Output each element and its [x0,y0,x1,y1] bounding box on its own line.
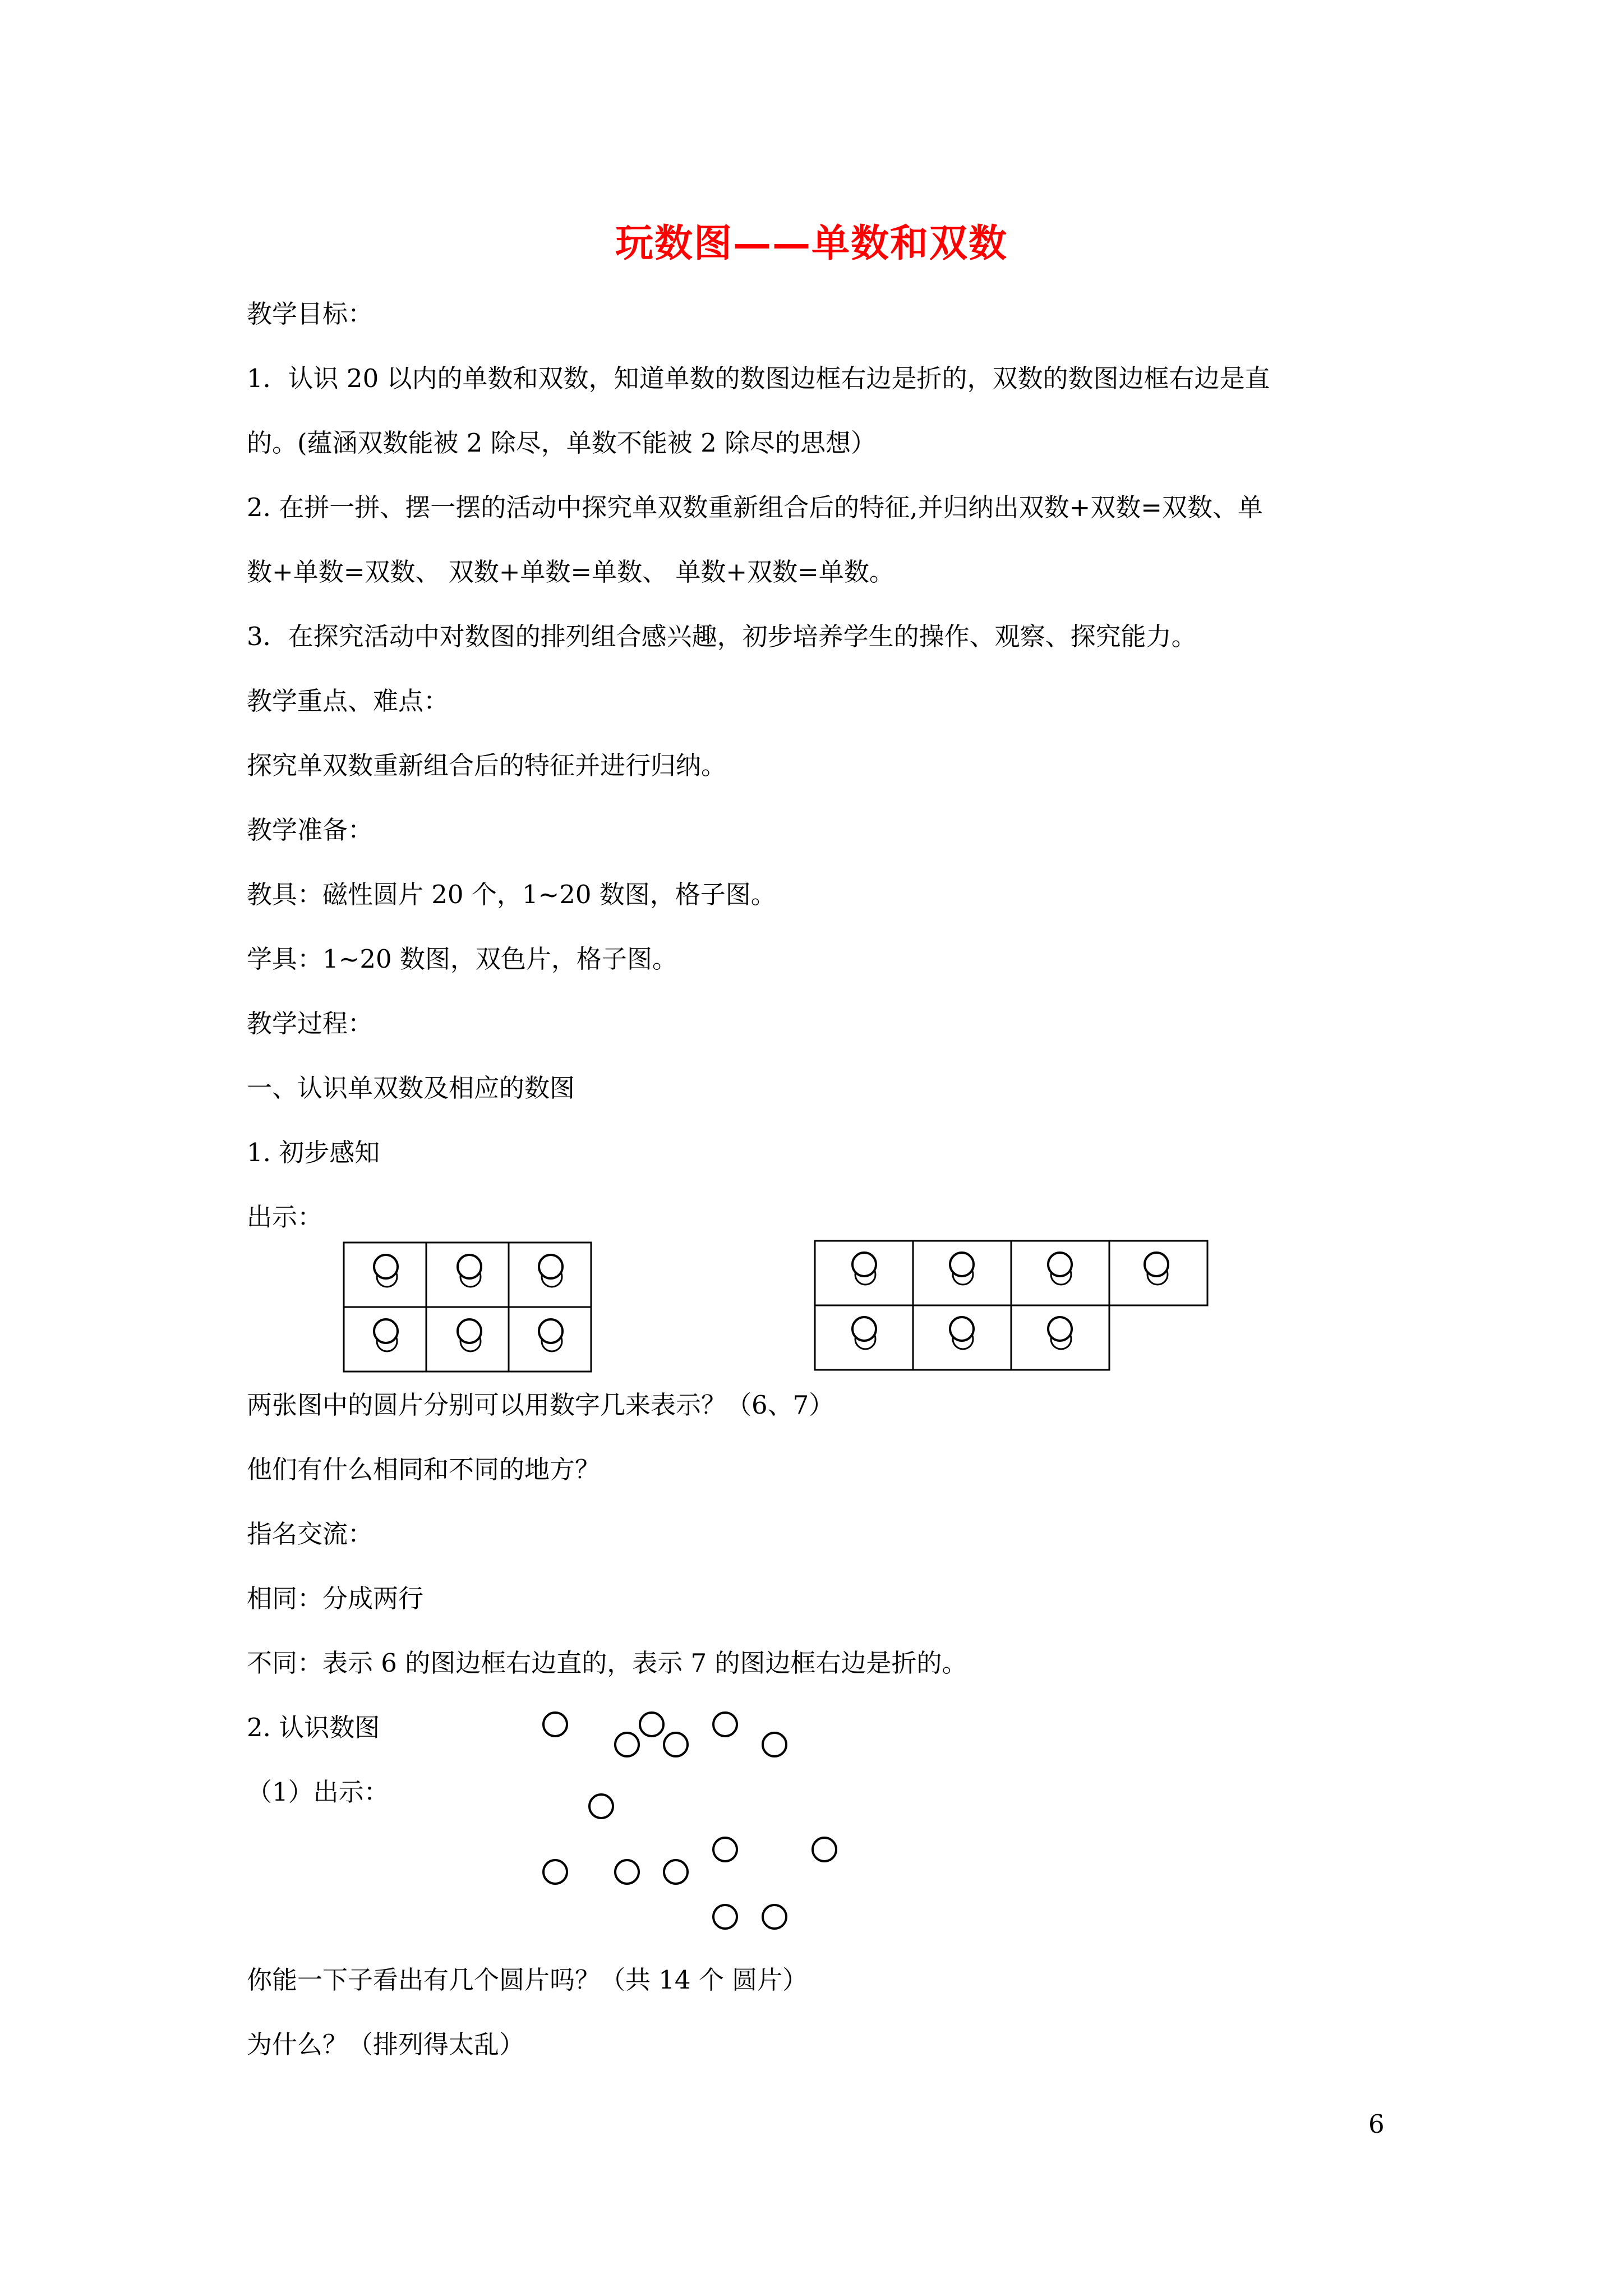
magnet-disc [950,1253,974,1285]
scattered-disc [664,1733,688,1756]
text-line: 学具：1~20 数图，双色片，格子图。 [247,944,677,974]
magnet-disc [950,1317,974,1349]
text-line: 为什么？（排列得太乱） [247,2030,525,2059]
scattered-disc [615,1860,639,1884]
text-line: 1．认识 20 以内的单数和双数，知道单数的数图边框右边是折的，双数的数图边框右边是直 [247,364,1270,393]
text-line: 教学目标： [247,299,374,329]
number-figure-six [344,1243,591,1372]
scattered-disc [615,1733,639,1756]
text-line: 教学重点、难点： [247,686,449,716]
scattered-discs [543,1713,836,1929]
scattered-disc [713,1713,737,1736]
page-title: 玩数图——单数和双数 [615,221,1008,266]
magnet-disc [852,1317,876,1349]
scattered-disc [763,1733,786,1756]
magnet-disc [458,1319,481,1351]
text-line: 你能一下子看出有几个圆片吗？（共 14 个 圆片） [247,1965,808,1995]
text-line: 他们有什么相同和不同的地方？ [247,1455,601,1484]
scattered-disc [813,1838,836,1861]
scattered-disc [543,1860,567,1884]
magnet-disc [374,1319,398,1351]
scattered-disc [543,1713,567,1736]
text-line: 教学过程： [247,1009,374,1038]
scattered-disc [713,1838,737,1861]
scattered-disc [664,1860,688,1884]
text-line: 出示： [247,1202,323,1232]
scattered-disc [763,1905,786,1929]
text-line: 2. 在拼一拼、摆一摆的活动中探究单双数重新组合后的特征,并归纳出双数+双数=双数、单 [247,493,1263,522]
page-number: 6 [1368,2109,1385,2139]
magnet-disc [852,1253,876,1285]
number-figure-seven [815,1241,1207,1370]
text-line: 两张图中的圆片分别可以用数字几来表示？（6、7） [247,1390,834,1420]
magnet-disc [539,1319,562,1351]
text-line: （1）出示： [247,1777,389,1807]
magnet-disc [1048,1317,1072,1349]
magnet-disc [1145,1253,1168,1285]
text-line: 探究单双数重新组合后的特征并进行归纳。 [247,751,727,780]
text-line: 教学准备： [247,815,374,845]
scattered-disc [589,1795,613,1818]
text-line: 1. 初步感知 [247,1138,380,1167]
text-line: 不同：表示 6 的图边框右边直的，表示 7 的图边框右边是折的。 [247,1648,967,1678]
text-line: 相同：分成两行 [247,1584,424,1613]
text-line: 3．在探究活动中对数图的排列组合感兴趣，初步培养学生的操作、观察、探究能力。 [247,622,1197,651]
magnet-disc [1048,1253,1072,1285]
scattered-disc [640,1713,663,1736]
magnet-disc [458,1255,481,1287]
text-line: 2. 认识数图 [247,1713,380,1742]
magnet-disc [539,1255,562,1287]
magnet-disc [374,1255,398,1287]
text-line: 教具：磁性圆片 20 个，1~20 数图，格子图。 [247,880,776,909]
scattered-disc [713,1905,737,1929]
text-line: 指名交流： [247,1519,374,1549]
text-line: 一、认识单双数及相应的数图 [247,1073,575,1103]
text-line: 数+单数=双数、 双数+单数=单数、 单数+双数=单数。 [247,557,895,587]
text-line: 的。(蕴涵双数能被 2 除尽，单数不能被 2 除尽的思想） [247,428,877,458]
